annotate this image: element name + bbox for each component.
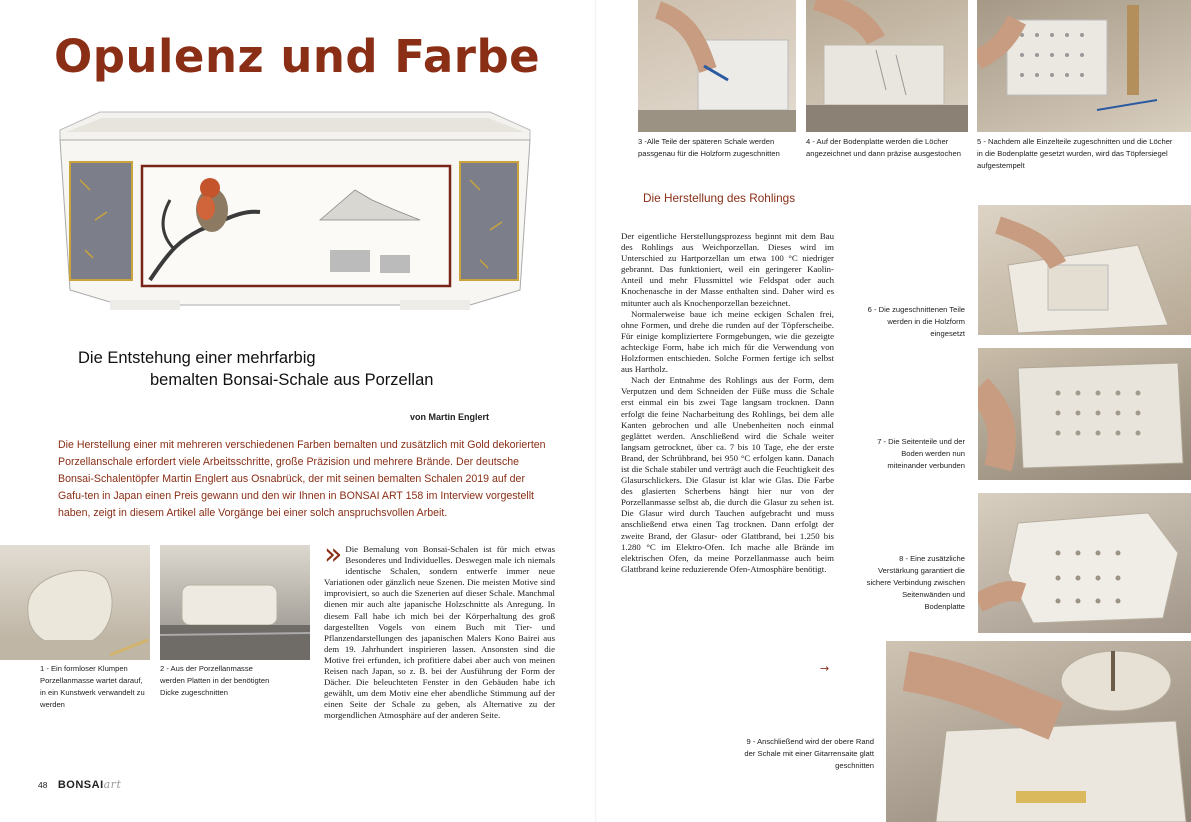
body-paragraph-3: Nach der Entnahme des Rohlings aus der Form, dem Verputzen und dem Schneiden der Füße muss die Schale erst einmal ein bis zwei Tage langsam trocknen. Dann erfolgt die feine Nacharbeitung des Rohlings, bei dem alle Kanten gebrochen und alle Unebenheiten noch einmal geglättet werden. Anschließend wird die Schale weiter langsam getrocknet, über ca. 7 bis 10 Tage, ehe der erste Brand, der Schrühbrand, bei 950 °C erfolgen kann. Danach ist die Schale stabiler und verträgt auch die Feuchtigkeit des Glasurschlickers. Die Glasur ist klar wie Glas. Die Farbe des glasierten Scherbens hängt hier nur von der Porzellanmasse selbst ab, die durch die Glasur zu sehen ist. Die Glasur wird durch Tauchen aufgebracht und muss anschließend etwa einen Tag trocknen. Dann erfolgt der zweite Brand, der Glasur- oder Glattbrand, bei 1.250 bis 1.280 °C im Elektro-Ofen. Ich mache alle Brände im elektrischen Ofen, da meine Porzellanmasse auch beim Glattbrand keine reduzierende Ofen-Atmosphäre benötigt. — [621, 375, 834, 574]
photo-5-stamping-seal — [977, 0, 1191, 132]
caption-8: 8 - Eine zusätzliche Verstärkung garantiert die sichere Verbindung zwischen Seitenwänden und Bodenplatte — [866, 554, 965, 611]
subtitle-line-1: Die Entstehung einer mehrfarbig — [78, 349, 316, 367]
photo-8-reinforcement — [978, 493, 1191, 633]
caption-2: 2 - Aus der Porzellanmasse werden Platten in der benötigten Dicke zugeschnitten — [160, 664, 270, 697]
body-column-left — [324, 537, 555, 722]
body-paragraph-2: Normalerweise baue ich meine eckigen Schalen frei, ohne Formen, und drehe die runden auf der Töpferscheibe. Für einige kompliziertere Formgebungen, wie die gezeigte achteckige Form, habe ich mich für die Verwendung von Holzformen entschieden. Solche Formen fertige ich selbst aus Hartholz. — [621, 308, 834, 375]
page-footer — [38, 778, 121, 791]
caption-7: 7 - Die Seitenteile und der Boden werden nun miteinander verbunden — [877, 437, 965, 470]
caption-1: 1 - Ein formloser Klumpen Porzellanmasse wartet darauf, in ein Kunstwerk verwandelt zu werden — [40, 664, 145, 709]
photo-4-marking-holes — [806, 0, 968, 132]
caption-9: 9 - Anschließend wird der obere Rand der Schale mit einer Gitarrensaite glatt geschnitten — [744, 737, 874, 770]
body-column-right — [621, 231, 834, 575]
magazine-logo: BONSAIart — [57, 778, 122, 791]
byline: von Martin Englert — [410, 412, 490, 422]
photo-1-clay-lump — [0, 545, 150, 660]
caption-5: 5 - Nachdem alle Einzelteile zugeschnitten und die Löcher in die Bodenplatte gesetzt wurden, wird das Töpfersiegel aufgestempelt — [977, 137, 1173, 170]
photo-2-slab — [160, 545, 310, 660]
quote-mark: » — [324, 537, 343, 572]
photo-6-parts-in-form — [978, 205, 1191, 335]
continue-arrow: → — [820, 662, 830, 675]
caption-6: 6 - Die zugeschnittenen Teile werden in die Holzform eingesetzt — [867, 305, 965, 338]
body-paragraph-1: Der eigentliche Herstellungsprozess beginnt mit dem Bau des Rohlings aus Weichporzellan. Dieses wird im Unterschied zu Hartporzellan um etwa 100 °C niedriger gebrannt. Das funktioniert, weil ein geringerer Kaolin-Anteil und mehr Flussmittel wie Feldspat oder auch Knochenasche in der Masse enthalten sind. Daher wird es mitunter auch als Knochenporzellan bezeichnet. — [621, 231, 834, 308]
photo-9-trimming-rim — [886, 641, 1191, 822]
subtitle-line-2: bemalten Bonsai-Schale aus Porzellan — [150, 371, 434, 389]
photo-7-joining-walls — [978, 348, 1191, 480]
hero-bowl-photo — [0, 100, 595, 330]
intro-paragraph: Die Herstellung einer mit mehreren verschiedenen Farben bemalten und zusätzlich mit Gold dekorierten Porzellanschale erfordert viele Arbeitsschritte, große Präzision und mehrere Brände. Der deutsche Bonsai-Schalentöpfer Martin Englert aus Osnabrück, der mit seinen bemalten Schalen 2019 auf der Gafu-ten in Japan einen Preis gewann und den wir Ihnen in BONSAI ART 158 im Interview vorgestellt haben, zeigt in diesem Artikel alle Vorgänge bei einer solch anspruchsvollen Arbeit. — [58, 439, 546, 519]
page-number: 48 — [38, 780, 48, 790]
article-subtitle — [78, 347, 433, 391]
page-gutter — [595, 0, 597, 822]
page-title: Opulenz und Farbe — [54, 30, 541, 83]
caption-4: 4 - Auf der Bodenplatte werden die Löcher angezeichnet und dann präzise ausgestochen — [806, 137, 961, 158]
body-paragraph: Die Bemalung von Bonsai-Schalen ist für mich etwas Besonderes und Individuelles. Deswegen male ich niemals identische Schalen, sondern entwerfe immer neue Variationen oder gänzlich neue Szenen. Die meisten Motive sind improvisiert, so auch die Szenerien auf dieser Schale. Manchmal dienen mir auch alte japanische Holzschnitte als Anregung. In diesem Fall habe ich mich bei der Körperhaltung des groß dargestellten Vogels von einem Buch mit Tier- und Pflanzendarstellungen des japanischen Malers Kono Bairei aus dem 19. Jahrhundert inspirieren lassen. Ansonsten sind die Motive frei erfunden, ich profitiere dabei aber auch von meinen Reisen nach Japan, so z. B. bei der Ausführung der Form der Dächer. Die beleuchteten Fenster in den Gebäuden habe ich gewählt, um dem Motiv eine eher abendliche Stimmung auf der einen Seite der Schale zu geben, als Alternative zu der morgendlichen Atmosphäre auf der anderen Seite. — [324, 544, 555, 721]
photo-3-cutting-parts — [638, 0, 796, 132]
section-heading: Die Herstellung des Rohlings — [643, 191, 796, 205]
caption-3: 3 -Alle Teile der späteren Schale werden passgenau für die Holzform zugeschnitten — [638, 137, 780, 158]
